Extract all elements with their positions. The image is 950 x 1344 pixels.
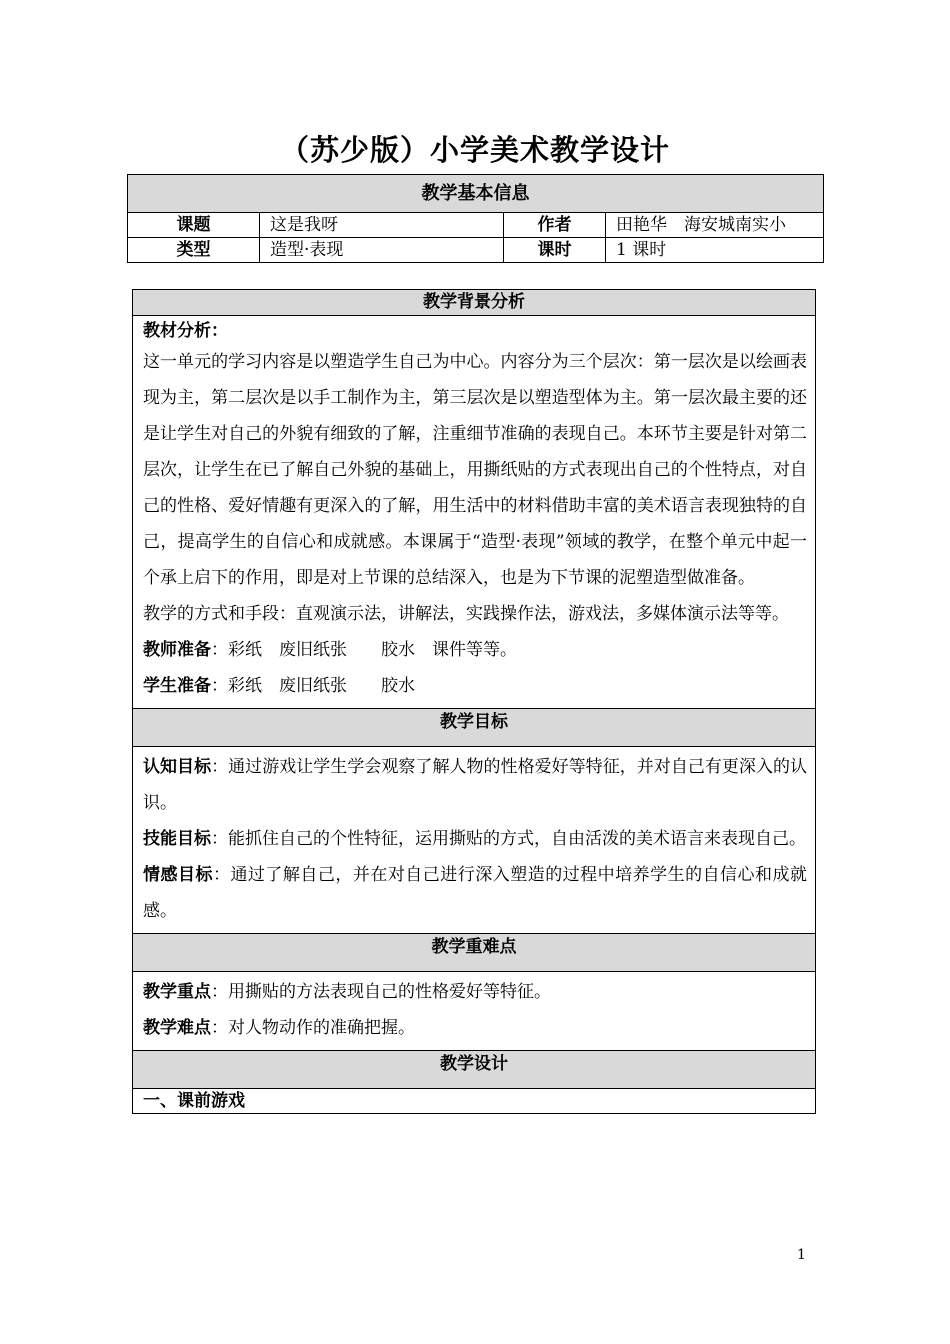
cognitive-label: 认知目标 [143, 757, 212, 777]
focus-label: 教学重点 [143, 982, 211, 1002]
topic-label: 课题 [128, 213, 260, 238]
author-label: 作者 [504, 213, 606, 238]
basic-info-table [127, 174, 824, 263]
material-label: 教材分析： [143, 321, 228, 341]
cognitive-text: ：通过游戏让学生学会观察了解人物的性格爱好等特征，并对自己有更深入的认识。 [143, 757, 808, 813]
design-step-1: 一、课前游戏 [133, 1089, 816, 1114]
emotion-goal [143, 857, 807, 929]
emotion-text: ：通过了解自己，并在对自己进行深入塑造的过程中培养学生的自信心和成就感。 [143, 865, 808, 921]
student-prep-text: ：彩纸 废旧纸张 胶水 [211, 676, 415, 696]
lesson-design-table [132, 289, 816, 1114]
period-label: 课时 [504, 238, 606, 263]
teacher-prep-text: ：彩纸 废旧纸张 胶水 课件等等。 [211, 640, 517, 660]
author-value: 田艳华 海安城南实小 [606, 213, 824, 238]
background-section [133, 316, 816, 709]
difficulty-point [143, 1010, 807, 1046]
design-header: 教学设计 [133, 1051, 816, 1089]
difficulty-text: ：对人物动作的准确把握。 [211, 1018, 415, 1038]
material-text: 这一单元的学习内容是以塑造学生自己为中心。内容分为三个层次：第一层次是以绘画表现为主，第二层次是以手工制作为主，第三层次是以塑造型体为主。第一层次最主要的还是让学生对自己的外貌有细致的了解，注重细节准确的表现自己。本环节主要是针对第二层次，让学生在已了解自己外貌的基础上，用撕纸贴的方式表现出自己的个性特点，对自己的性格、爱好情趣有更深入的了解，用生活中的材料借助丰富的美术语言表现独特的自己，提高学生的自信心和成就感。本课属于“造型·表现”领域的教学，在整个单元中起一个承上启下的作用，即是对上节课的总结深入，也是为下节课的泥塑造型做准备。 [143, 352, 807, 588]
cognitive-goal [143, 749, 807, 821]
type-label: 类型 [128, 238, 260, 263]
background-header: 教学背景分析 [133, 290, 816, 316]
basic-info-header: 教学基本信息 [128, 175, 824, 213]
page-number: 1 [797, 1247, 806, 1263]
teacher-prep [143, 632, 807, 668]
topic-value: 这是我呀 [260, 213, 504, 238]
goals-section [133, 747, 816, 934]
focus-text: ：用撕贴的方法表现自己的性格爱好等特征。 [211, 982, 551, 1002]
student-prep-label: 学生准备 [143, 676, 211, 696]
student-prep [143, 668, 807, 704]
goals-header: 教学目标 [133, 709, 816, 747]
document-title: （苏少版）小学美术教学设计 [279, 133, 670, 167]
focus-point [143, 974, 807, 1010]
methods-text: 教学的方式和手段：直观演示法，讲解法，实践操作法，游戏法，多媒体演示法等等。 [143, 604, 789, 624]
emotion-label: 情感目标 [143, 865, 213, 885]
skill-label: 技能目标 [143, 829, 211, 849]
teacher-prep-label: 教师准备 [143, 640, 211, 660]
key-points-section [133, 972, 816, 1051]
type-value: 造型·表现 [260, 238, 504, 263]
key-points-header: 教学重难点 [133, 934, 816, 972]
skill-text: ：能抓住自己的个性特征，运用撕贴的方式，自由活泼的美术语言来表现自己。 [211, 829, 806, 849]
skill-goal [143, 821, 807, 857]
difficulty-label: 教学难点 [143, 1018, 211, 1038]
period-value: 1 课时 [606, 238, 824, 263]
